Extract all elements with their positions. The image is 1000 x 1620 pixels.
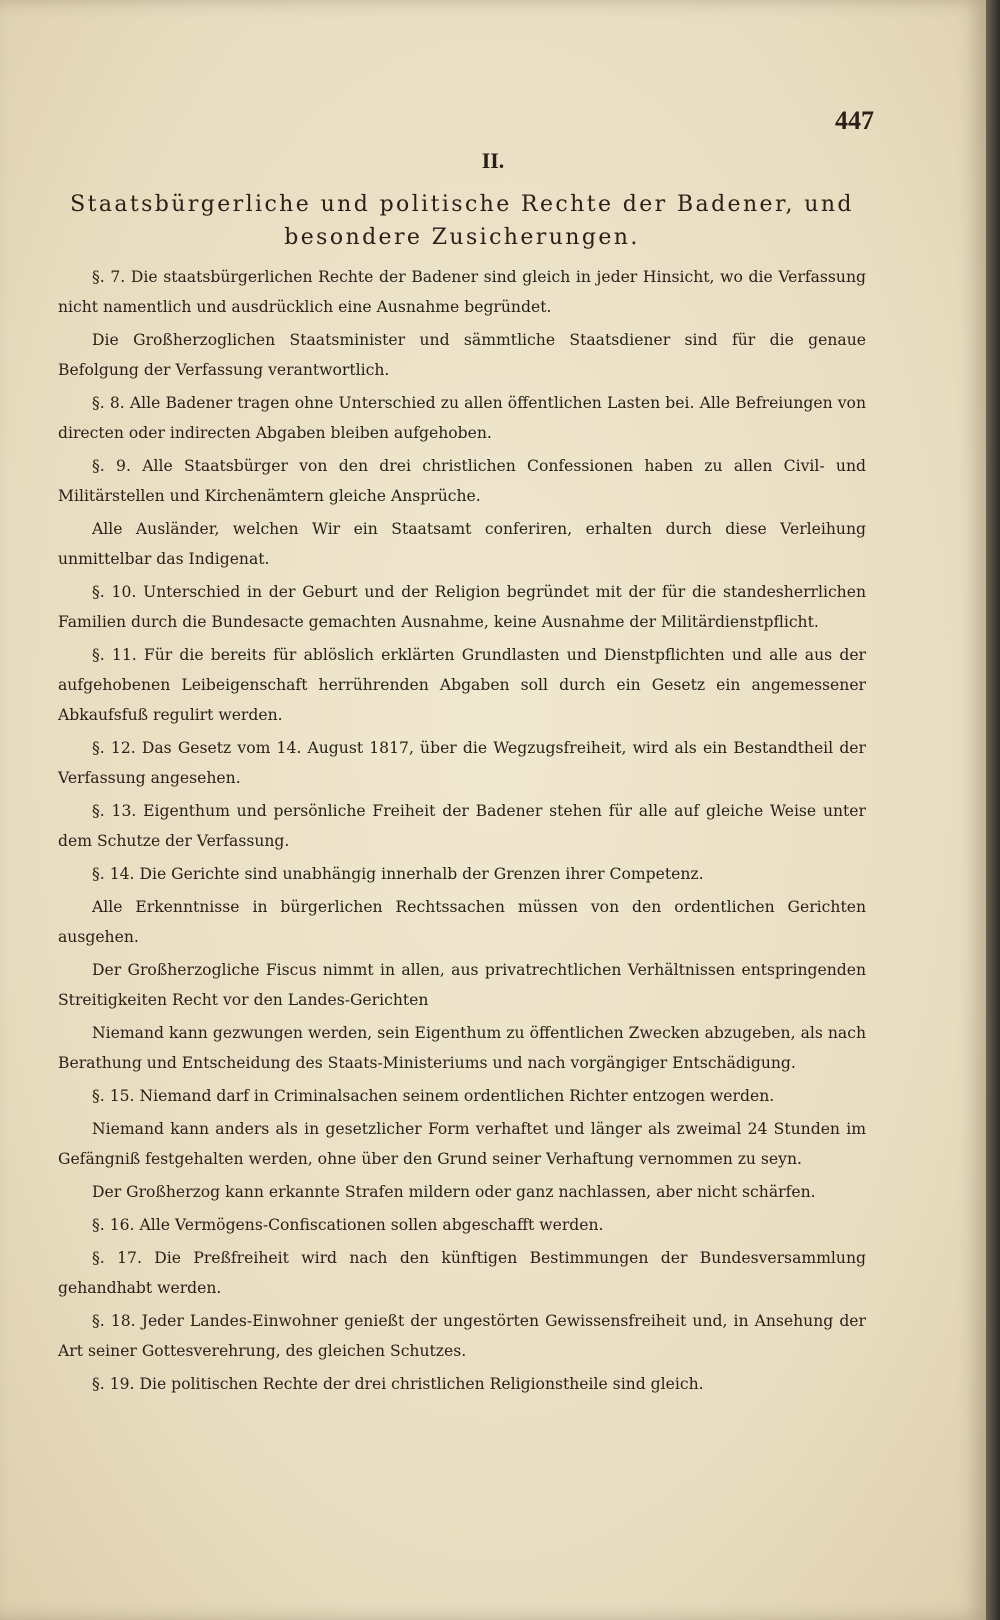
- paragraph-19: §. 18. Jeder Landes-Einwohner genießt der ungestörten Gewissensfreiheit und, in Ansehung der Art seiner Gottesverehrung, des gleichen Schutzes.: [58, 1312, 866, 1360]
- paragraph-12: Der Großherzogliche Fiscus nimmt in allen, aus privatrechtlichen Verhältnissen entspringenden Streitigkeiten Recht vor den Landes-Gerichten: [58, 961, 866, 1009]
- paragraph-1: §. 7. Die staatsbürgerlichen Rechte der Badener sind gleich in jeder Hinsicht, wo die Verfassung nicht namentlich und ausdrücklich eine Ausnahme begründet.: [58, 268, 866, 316]
- paragraph-9: §. 13. Eigenthum und persönliche Freiheit der Badener stehen für alle auf gleiche Weise unter dem Schutze der Verfassung.: [58, 802, 866, 850]
- paragraph-10: §. 14. Die Gerichte sind unabhängig innerhalb der Grenzen ihrer Competenz.: [92, 865, 704, 883]
- paragraph-16: Der Großherzog kann erkannte Strafen mildern oder ganz nachlassen, aber nicht schärfen.: [92, 1183, 816, 1201]
- paragraph-11: Alle Erkenntnisse in bürgerlichen Rechtssachen müssen von den ordentlichen Gerichten ausgehen.: [58, 898, 866, 946]
- paragraph-2: Die Großherzoglichen Staatsminister und sämmtliche Staatsdiener sind für die genaue Befolgung der Verfassung verantwortlich.: [58, 331, 866, 379]
- paragraph-17: §. 16. Alle Vermögens-Confiscationen sollen abgeschafft werden.: [92, 1216, 604, 1234]
- paragraph-14: §. 15. Niemand darf in Criminalsachen seinem ordentlichen Richter entzogen werden.: [92, 1087, 775, 1105]
- body-text: [58, 262, 866, 1402]
- part-number: II.: [481, 148, 505, 173]
- paragraph-20: §. 19. Die politischen Rechte der drei christlichen Religionstheile sind gleich.: [92, 1375, 704, 1393]
- page-edge-shadow: [986, 0, 1000, 1620]
- paragraph-18: §. 17. Die Preßfreiheit wird nach den künftigen Bestimmungen der Bundesversammlung gehandhabt werden.: [58, 1249, 866, 1297]
- paragraph-8: §. 12. Das Gesetz vom 14. August 1817, über die Wegzugsfreiheit, wird als ein Bestandtheil der Verfassung angesehen.: [58, 739, 866, 787]
- paragraph-6: §. 10. Unterschied in der Geburt und der Religion begründet mit der für die standesherrlichen Familien durch die Bundesacte gemachten Ausnahme, keine Ausnahme der Militärdienstpflicht.: [58, 583, 866, 631]
- paragraph-5: Alle Ausländer, welchen Wir ein Staatsamt conferiren, erhalten durch diese Verleihung unmittelbar das Indigenat.: [58, 520, 866, 568]
- section-heading: Staatsbürgerliche und politische Rechte der Badener, und besondere Zusicherungen.: [70, 192, 854, 250]
- paragraph-4: §. 9. Alle Staatsbürger von den drei christlichen Confessionen haben zu allen Civil- und Militärstellen und Kirchenämtern gleiche Ansprüche.: [58, 457, 866, 505]
- paragraph-3: §. 8. Alle Badener tragen ohne Unterschied zu allen öffentlichen Lasten bei. Alle Befreiungen von directen oder indirecten Abgaben bleiben aufgehoben.: [58, 394, 866, 442]
- paragraph-7: §. 11. Für die bereits für ablöslich erklärten Grundlasten und Dienstpflichten und alle aus der aufgehobenen Leibeigenschaft herrührenden Abgaben soll durch ein Gesetz ein angemessener Abkaufsfuß regulirt werden.: [58, 646, 866, 724]
- paragraph-13: Niemand kann gezwungen werden, sein Eigenthum zu öffentlichen Zwecken abzugeben, als nach Berathung und Entscheidung des Staats-Ministeriums und nach vorgängiger Entschädigung.: [58, 1024, 866, 1072]
- page-number: 447: [835, 106, 874, 135]
- paragraph-15: Niemand kann anders als in gesetzlicher Form verhaftet und länger als zweimal 24 Stunden im Gefängniß festgehalten werden, ohne über den Grund seiner Verhaftung vernommen zu seyn.: [58, 1120, 866, 1168]
